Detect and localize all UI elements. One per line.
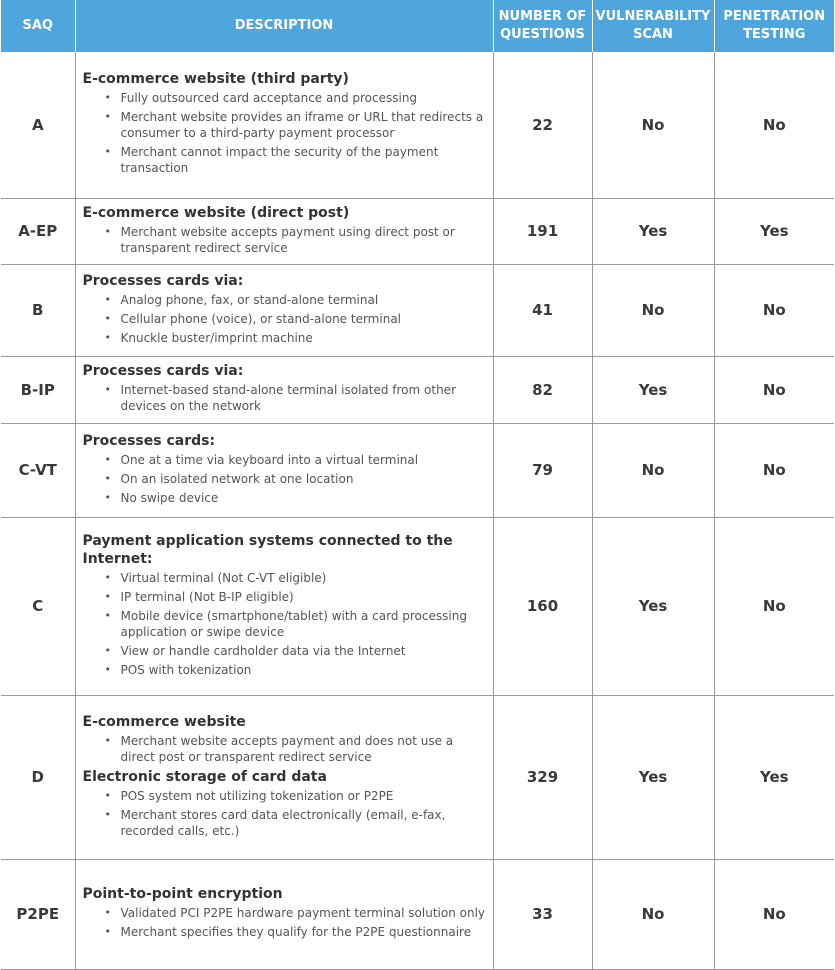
description-cell	[75, 859, 493, 969]
description-group	[83, 70, 487, 176]
bullet-item: • No swipe device	[103, 490, 487, 506]
vulnerability-scan-value: Yes	[592, 517, 714, 695]
bullet-item: • POS with tokenization	[103, 662, 487, 678]
header-saq	[1, 0, 75, 52]
bullet-item: • Merchant specifies they qualify for the P2PE questionnaire	[103, 924, 487, 940]
description-title: E-commerce website (direct post)	[82, 204, 350, 221]
table-row	[1, 52, 834, 198]
bullet-item: • IP terminal (Not B-IP eligible)	[103, 589, 487, 605]
vulnerability-scan-value: No	[592, 52, 714, 198]
question-count: 82	[493, 356, 592, 423]
bullet-item: • Mobile device (smartphone/tablet) with a card processing application or swipe device	[103, 608, 487, 640]
bullet-item: • Merchant website accepts payment using direct post or transparent redirect service	[103, 224, 487, 256]
table-row	[1, 356, 834, 423]
penetration-testing-value: No	[714, 52, 834, 198]
bullet-list	[83, 382, 487, 414]
vulnerability-scan-value: No	[592, 859, 714, 969]
description-group	[83, 713, 487, 765]
bullet-item: • Merchant cannot impact the security of the payment transaction	[103, 144, 487, 176]
bullet-list	[83, 90, 487, 176]
table-row	[1, 695, 834, 859]
penetration-testing-value: No	[714, 859, 834, 969]
header-vulnerability-scan	[592, 0, 714, 52]
header-pen-line2: TESTING	[743, 27, 806, 42]
bullet-list	[83, 733, 487, 765]
bullet-item: • Merchant stores card data electronically (email, e-fax, recorded calls, etc.)	[103, 807, 487, 839]
vulnerability-scan-value: Yes	[592, 198, 714, 264]
header-scan-line2: SCAN	[633, 27, 673, 42]
vulnerability-scan-value: Yes	[592, 695, 714, 859]
table-row	[1, 517, 834, 695]
description-group	[83, 768, 487, 839]
description-group	[83, 432, 487, 506]
saq-type: C-VT	[1, 423, 75, 517]
saq-type: B-IP	[1, 356, 75, 423]
description-cell	[75, 264, 493, 356]
bullet-item: • Validated PCI P2PE hardware payment terminal solution only	[103, 905, 487, 921]
description-title: Electronic storage of card data	[82, 768, 327, 785]
bullet-list	[83, 452, 487, 506]
saq-type: P2PE	[1, 859, 75, 969]
description-title: Point-to-point encryption	[82, 886, 283, 902]
header-pen-line1: PENETRATION	[723, 9, 826, 24]
header-penetration-testing	[714, 0, 834, 52]
description-title: Processes cards via:	[82, 272, 244, 289]
bullet-item: • Knuckle buster/imprint machine	[103, 330, 487, 346]
description-cell	[75, 423, 493, 517]
description-cell	[75, 198, 493, 264]
vulnerability-scan-value: Yes	[592, 356, 714, 423]
bullet-item: • Analog phone, fax, or stand-alone terminal	[103, 292, 487, 308]
table-header	[1, 0, 834, 52]
table-row	[1, 859, 834, 969]
question-count: 191	[493, 198, 592, 264]
bullet-item: • Cellular phone (voice), or stand-alone terminal	[103, 311, 487, 327]
table-body	[1, 52, 834, 969]
description-title: E-commerce website	[82, 713, 246, 730]
question-count: 79	[493, 423, 592, 517]
header-questions	[493, 0, 592, 52]
description-title: Payment application systems connected to the Internet:	[82, 532, 453, 567]
description-cell	[75, 695, 493, 859]
description-title: Processes cards via:	[82, 363, 244, 379]
saq-type: A	[1, 52, 75, 198]
bullet-item: • View or handle cardholder data via the Internet	[103, 643, 487, 659]
description-cell	[75, 356, 493, 423]
question-count: 22	[493, 52, 592, 198]
saq-comparison-table	[1, 0, 834, 970]
header-scan-line1: VULNERABILITY	[595, 9, 711, 24]
header-questions-line1: NUMBER OF	[498, 9, 587, 24]
header-questions-line2: QUESTIONS	[500, 27, 585, 42]
bullet-item: • Fully outsourced card acceptance and processing	[103, 90, 487, 106]
vulnerability-scan-value: No	[592, 264, 714, 356]
header-description-label: DESCRIPTION	[234, 18, 334, 33]
penetration-testing-value: No	[714, 356, 834, 423]
penetration-testing-value: No	[714, 423, 834, 517]
bullet-item: • On an isolated network at one location	[103, 471, 487, 487]
penetration-testing-value: No	[714, 264, 834, 356]
saq-type: B	[1, 264, 75, 356]
bullet-list	[83, 224, 487, 256]
description-title: E-commerce website (third party)	[82, 71, 349, 88]
table-row	[1, 423, 834, 517]
vulnerability-scan-value: No	[592, 423, 714, 517]
saq-type: D	[1, 695, 75, 859]
bullet-item: • Merchant website provides an iframe or URL that redirects a consumer to a third-party payment processor	[103, 109, 487, 141]
question-count: 33	[493, 859, 592, 969]
header-saq-label: SAQ	[22, 18, 53, 33]
description-group	[83, 204, 487, 256]
bullet-item: • Merchant website accepts payment and does not use a direct post or transparent redirect service	[103, 733, 487, 765]
penetration-testing-value: No	[714, 517, 834, 695]
penetration-testing-value: Yes	[714, 695, 834, 859]
table-row	[1, 264, 834, 356]
question-count: 160	[493, 517, 592, 695]
bullet-item: • Internet-based stand-alone terminal isolated from other devices on the network	[103, 382, 487, 414]
question-count: 329	[493, 695, 592, 859]
bullet-list	[83, 788, 487, 839]
saq-type: A-EP	[1, 198, 75, 264]
bullet-item: • Virtual terminal (Not C-VT eligible)	[103, 570, 487, 586]
description-group	[83, 885, 487, 940]
bullet-item: • POS system not utilizing tokenization or P2PE	[103, 788, 487, 804]
description-group	[83, 362, 487, 414]
description-title: Processes cards:	[82, 432, 216, 449]
penetration-testing-value: Yes	[714, 198, 834, 264]
bullet-list	[83, 570, 487, 678]
saq-type: C	[1, 517, 75, 695]
header-description	[75, 0, 493, 52]
header-row	[1, 0, 834, 52]
description-group	[83, 532, 487, 678]
bullet-item: • One at a time via keyboard into a virtual terminal	[103, 452, 487, 468]
question-count: 41	[493, 264, 592, 356]
bullet-list	[83, 905, 487, 940]
description-cell	[75, 52, 493, 198]
table-row	[1, 198, 834, 264]
description-group	[83, 272, 487, 346]
description-cell	[75, 517, 493, 695]
bullet-list	[83, 292, 487, 346]
